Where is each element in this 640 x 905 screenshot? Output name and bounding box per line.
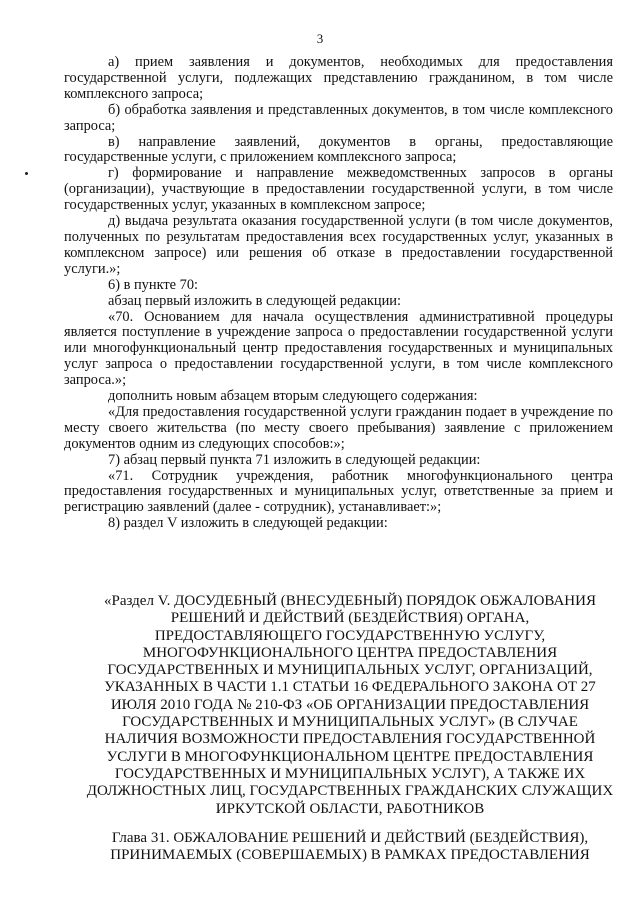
paragraph-add-second: дополнить новым абзацем вторым следующего содержания: (108, 388, 478, 405)
chapter-heading: Глава 31. ОБЖАЛОВАНИЕ РЕШЕНИЙ И ДЕЙСТВИЙ (БЕЗДЕЙСТВИЯ), ПРИНИМАЕМЫХ (СОВЕРШАЕМЫХ) В РАМКАХ ПРЕДОСТАВЛЕНИЯ (110, 830, 590, 864)
page-number: 3 (316, 31, 324, 46)
paragraph-b: б) обработка заявления и представленных документов, в том числе комплексного запроса; (64, 101, 613, 134)
paragraph-a: а) прием заявления и документов, необходимых для предоставления государственной услуги, подлежащих представлению гражданином, в том числе комплексного запроса; (64, 54, 613, 102)
paragraph-g: г) формирование и направление межведомственных запросов в органы (организации), участвующие в предоставлении государственной услуги, в том числе государственных услуг, указанных в комплексном запросе; (64, 165, 613, 214)
body-text (64, 55, 613, 532)
paragraph-v: в) направление заявлений, документов в органы, предоставляющие государственные услуги, с приложением комплексного запроса; (64, 133, 613, 166)
paragraph-item-6: 6) в пункте 70: (108, 276, 199, 293)
section-heading: «Раздел V. ДОСУДЕБНЫЙ (ВНЕСУДЕБНЫЙ) ПОРЯДОК ОБЖАЛОВАНИЯ РЕШЕНИЙ И ДЕЙСТВИЙ (БЕЗДЕЙСТВИЯ) ОРГАНА, ПРЕДОСТАВЛЯЮЩЕГО ГОСУДАРСТВЕННУЮ УСЛУГУ, МНОГОФУНКЦИОНАЛЬНОГО ЦЕНТРА ПРЕДОСТАВЛЕНИЯ ГОСУДАРСТВЕННЫХ И МУНИЦИПАЛЬНЫХ УСЛУГ, ОРГАНИЗАЦИЙ, УКАЗАННЫХ В ЧАСТИ 1.1 СТАТЬИ 16 ФЕДЕРАЛЬНОГО ЗАКОНА ОТ 27 ИЮЛЯ 2010 ГОДА № 210-ФЗ «ОБ ОРГАНИЗАЦИИ ПРЕДОСТАВЛЕНИЯ ГОСУДАРСТВЕННЫХ И МУНИЦИПАЛЬНЫХ УСЛУГ» (В СЛУЧАЕ НАЛИЧИЯ ВОЗМОЖНОСТИ ПРЕДОСТАВЛЕНИЯ ГОСУДАРСТВЕННОЙ УСЛУГИ В МНОГОФУНКЦИОНАЛЬНОМ ЦЕНТРЕ ПРЕДОСТАВЛЕНИЯ ГОСУДАРСТВЕННЫХ И МУНИЦИПАЛЬНЫХ УСЛУГ), А ТАКЖЕ ИХ ДОЛЖНОСТНЫХ ЛИЦ, ГОСУДАРСТВЕННЫХ ГРАЖДАНСКИХ СЛУЖАЩИХ ИРКУТСКОЙ ОБЛАСТИ, РАБОТНИКОВ (86, 593, 614, 817)
scan-speck (25, 172, 28, 175)
paragraph-item-8: 8) раздел V изложить в следующей редакции: (108, 515, 388, 532)
paragraph-abzac-first: абзац первый изложить в следующей редакции: (108, 292, 402, 309)
paragraph-d: д) выдача результата оказания государственной услуги (в том числе документов, полученных по результатам предоставления всех государственных услуг, указанных в комплексном запросе) или решения об отказе в предоставлении государственной услуги.»; (64, 213, 613, 277)
paragraph-citizen-applies: «Для предоставления государственной услуги гражданин подает в учреждение по месту своего жительства (по месту своего пребывания) заявление с приложением документов одним из следующих способов:»; (64, 403, 613, 452)
paragraph-70: «70. Основанием для начала осуществления административной процедуры является поступление в учреждение запроса о предоставлении государственной услуги или многофункциональный центр предоставления государственных и муниципальных услуг запроса о предоставлении государственной услуги, в том числе комплексного запроса.»; (64, 308, 613, 389)
paragraph-71: «71. Сотрудник учреждения, работник многофункционального центра предоставления государственных и муниципальных услуг, ответственные за прием и регистрацию заявлений (далее - сотрудник), устанавливает:»; (64, 467, 613, 516)
paragraph-item-7: 7) абзац первый пункта 71 изложить в следующей редакции: (108, 451, 481, 468)
